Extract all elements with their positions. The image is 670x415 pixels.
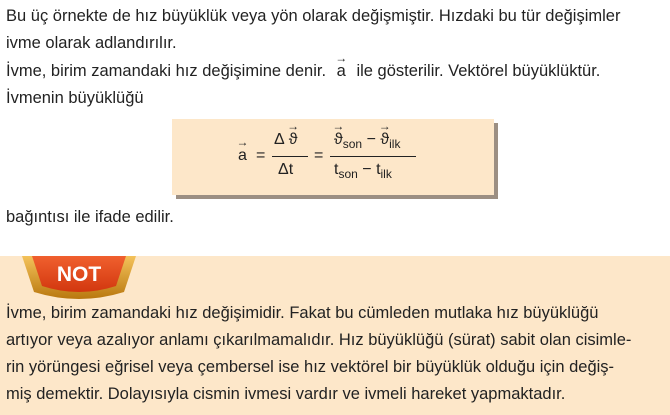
intro-line-2: ivme olarak adlandırılır. <box>6 34 177 52</box>
note-badge <box>22 256 136 300</box>
fraction-bar-1 <box>272 156 308 157</box>
vector-arrow-icon: → <box>287 119 300 133</box>
vector-arrow-icon: → <box>335 51 348 65</box>
note-line-4: miş demektir. Dolayısıyla cismin ivmesi vardır ve ivmeli hareket yapmaktadır. <box>6 385 566 403</box>
note-badge-label: NOT <box>56 263 102 286</box>
time-difference: $t_{son} - t_{ilk}$ <box>334 161 392 181</box>
note-text <box>6 300 666 408</box>
vector-arrow-icon: → <box>236 135 249 149</box>
vector-arrow-icon: → <box>378 119 391 133</box>
delta-t: Δt <box>278 161 294 178</box>
velocity-difference: → $ϑ_{son}$ − → $ϑ_{ilk}$ <box>332 119 401 151</box>
equals-sign-1: = <box>256 147 266 164</box>
fraction-bar-2 <box>330 156 416 157</box>
acceleration-vector-symbol: → a <box>331 58 352 85</box>
definition-paragraph <box>6 51 666 112</box>
definition-line-1 <box>6 51 666 85</box>
note-section <box>0 256 670 415</box>
delta-theta: Δ → ϑ <box>274 119 300 148</box>
note-line-3: rin yörüngesi eğrisel veya çembersel ise hız vektörel bir büyüklük olduğu için değiş- <box>6 358 615 376</box>
definition-line-2: İvmenin büyüklüğü <box>6 89 144 107</box>
definition-text-2: ile gösterilir. Vektörel büyüklüktür. <box>356 62 601 80</box>
equals-sign-2: = <box>314 147 324 164</box>
definition-text-1: İvme, birim zamandaki hız değişimine denir. <box>6 62 327 80</box>
formula-lhs: → a <box>236 135 249 164</box>
intro-line-1: Bu üç örnekte de hız büyüklük veya yön olarak değişmiştir. Hızdaki bu tür değişimler <box>6 7 621 25</box>
formula-box <box>172 119 494 195</box>
note-line-1: İvme, birim zamandaki hız değişimidir. Fakat bu cümleden mutlaka hız büyüklüğü <box>6 304 599 322</box>
note-line-2: artıyor veya azalıyor anlamı çıkarılmamalıdır. Hız büyüklüğü (sürat) sabit olan cisimle- <box>6 331 632 349</box>
after-formula-text: bağıntısı ile ifade edilir. <box>6 208 174 226</box>
vector-arrow-icon: → <box>332 119 345 133</box>
acceleration-formula <box>230 119 490 189</box>
